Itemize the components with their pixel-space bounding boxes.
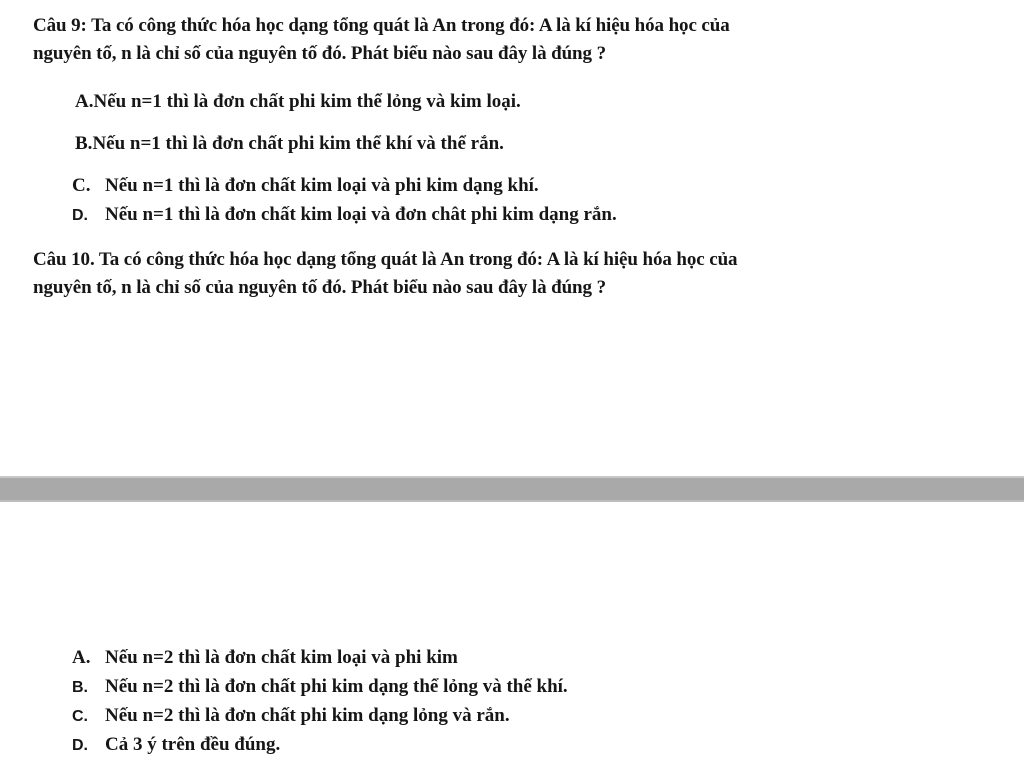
option-text: Nếu n=1 thì là đơn chất kim loại và phi kim dạng khí. (105, 175, 539, 196)
q10-option-c (72, 704, 510, 729)
q9-option-a (75, 90, 521, 114)
option-label: B. (72, 679, 88, 696)
q9-option-d (72, 203, 617, 228)
option-text: Cả 3 ý trên đều đúng. (105, 734, 281, 755)
q10-stem-line-2: nguyên tố, n là chỉ số của nguyên tố đó. Phát biểu nào sau đây là đúng ? (33, 277, 606, 298)
option-text: Nếu n=1 thì là đơn chất phi kim thể khí và thể rắn. (92, 133, 504, 154)
page-divider (0, 476, 1024, 502)
q9-stem-line-2: nguyên tố, n là chỉ số của nguyên tố đó. Phát biểu nào sau đây là đúng ? (33, 43, 606, 64)
option-label: A. (75, 91, 94, 112)
option-text: Nếu n=1 thì là đơn chất kim loại và đơn chât phi kim dạng rắn. (105, 204, 617, 225)
option-text: Nếu n=2 thì là đơn chất phi kim dạng lỏng và rắn. (105, 705, 510, 726)
option-label: D. (72, 737, 88, 754)
q9-stem-line-1: Câu 9: Ta có công thức hóa học dạng tổng quát là An trong đó: A là kí hiệu hóa học của (33, 15, 730, 36)
q10-option-b (72, 675, 568, 700)
q10-option-a (72, 646, 458, 670)
option-label: C. (72, 175, 91, 196)
q10-stem-line-1: Câu 10. Ta có công thức hóa học dạng tổng quát là An trong đó: A là kí hiệu hóa học của (33, 249, 738, 270)
option-label: D. (72, 207, 88, 224)
option-text: Nếu n=2 thì là đơn chất kim loại và phi kim (105, 647, 458, 668)
option-label: A. (72, 647, 91, 668)
q9-option-c (72, 174, 539, 198)
option-text: Nếu n=1 thì là đơn chất phi kim thể lỏng và kim loại. (93, 91, 521, 112)
option-label: B. (75, 133, 93, 154)
option-text: Nếu n=2 thì là đơn chất phi kim dạng thể lỏng và thể khí. (105, 676, 568, 697)
option-label: C. (72, 708, 88, 725)
q9-option-b (75, 132, 504, 156)
q10-option-d (72, 733, 280, 758)
